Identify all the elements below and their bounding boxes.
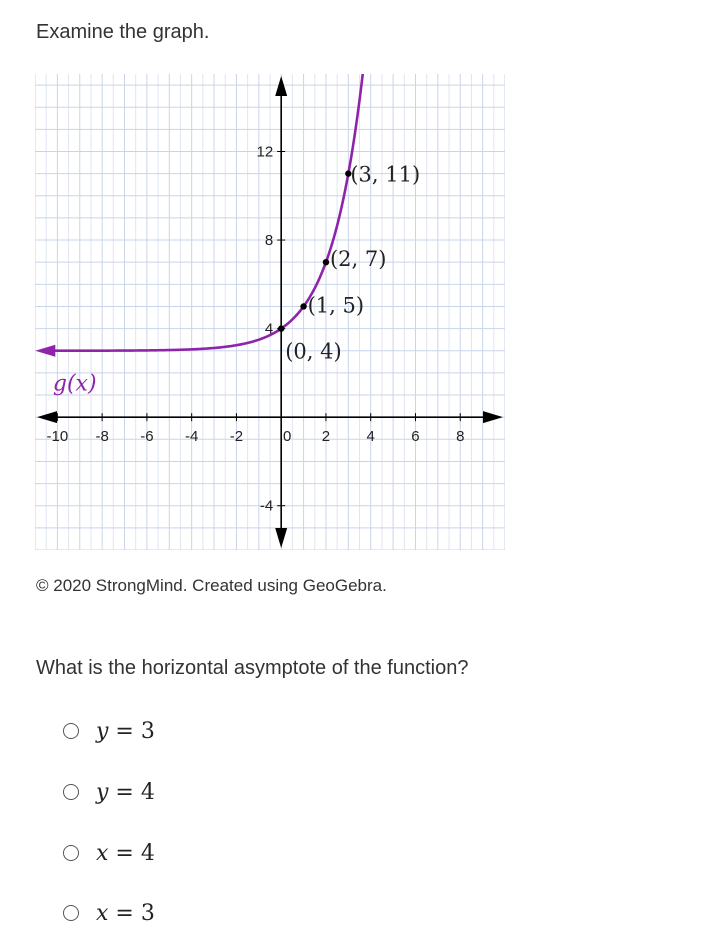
x-tick-label: -6 [140, 428, 154, 446]
answer-option-3[interactable] [60, 836, 360, 870]
x-tick-label: -8 [95, 428, 109, 446]
x-axis-arrow-right [483, 411, 503, 423]
point-label: (3, 11) [350, 162, 421, 187]
option-label: x = 3 [96, 900, 155, 926]
y-tick-label: 12 [256, 143, 274, 161]
x-tick-label: 4 [366, 428, 375, 446]
point-label: (0, 4) [285, 339, 342, 364]
point-label: (1, 5) [307, 293, 365, 318]
x-tick-label: -4 [184, 428, 199, 446]
answer-option-2[interactable] [60, 775, 360, 809]
x-tick-label: 8 [456, 428, 465, 446]
x-tick-label: 2 [321, 428, 331, 446]
radio-button[interactable] [63, 905, 79, 921]
function-graph [35, 74, 505, 550]
function-label: g(x) [52, 371, 97, 397]
labeled-points [278, 163, 420, 364]
y-axis-arrow-up [275, 76, 287, 96]
copyright-credit: © 2020 StrongMind. Created using GeoGebra. [36, 576, 387, 595]
point-marker [300, 303, 306, 309]
option-label: y = 4 [96, 779, 155, 805]
y-axis-arrow-down [275, 528, 287, 548]
radio-button[interactable] [63, 723, 79, 739]
curve-arrow-left [35, 345, 55, 357]
answer-option-1[interactable] [60, 714, 360, 748]
x-tick-label: 6 [411, 428, 420, 446]
point-label: (2, 7) [329, 247, 387, 272]
option-label: x = 4 [96, 840, 155, 866]
radio-button[interactable] [63, 845, 79, 861]
point-marker [278, 325, 284, 331]
y-tick-label: -4 [259, 497, 274, 515]
y-tick-label: 4 [264, 320, 274, 338]
x-axis-arrow-left [37, 411, 57, 423]
y-tick-label: 8 [264, 232, 274, 250]
point-marker [323, 259, 329, 265]
x-tick-label: -10 [46, 428, 69, 446]
tick-labels [47, 143, 465, 514]
option-label: y = 3 [96, 718, 155, 744]
prompt-text: Examine the graph. [36, 21, 210, 43]
answer-option-4[interactable] [60, 896, 360, 930]
question-text: What is the horizontal asymptote of the function? [36, 657, 469, 679]
x-tick-label: 0 [283, 428, 292, 446]
x-tick-label: -2 [229, 428, 244, 446]
radio-button[interactable] [63, 784, 79, 800]
